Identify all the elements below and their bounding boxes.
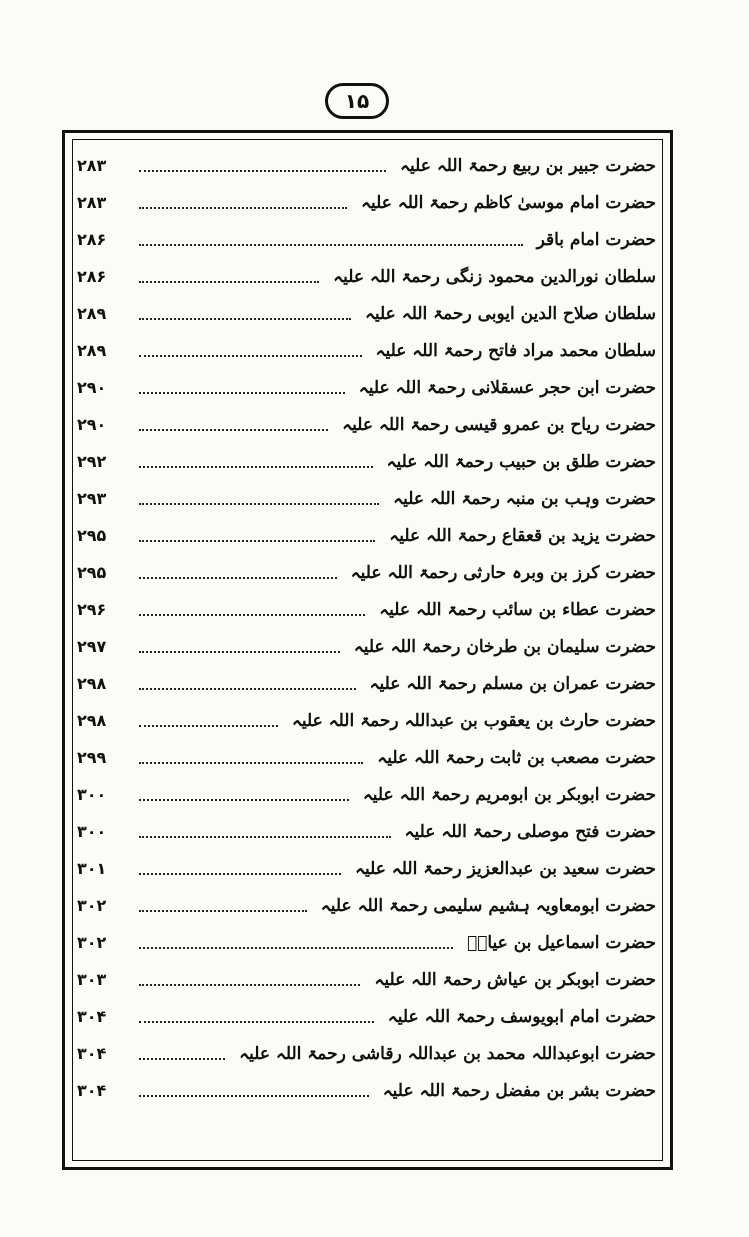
toc-entry-page: ۲۹۵ <box>77 563 107 582</box>
toc-entry-title: سلطان محمد مراد فاتح رحمۃ اللہ علیہ <box>375 341 656 361</box>
dot-leader <box>139 1095 369 1097</box>
toc-entry-title: حضرت سعید بن عبدالعزیز رحمۃ اللہ علیہ <box>355 859 656 879</box>
toc-entry-page: ۲۹۵ <box>77 526 107 545</box>
toc-entry-page: ۲۹۸ <box>77 674 107 693</box>
dot-leader <box>139 762 363 764</box>
toc-frame <box>62 130 673 1170</box>
toc-entry-title: حضرت کرز بن وبرہ حارثی رحمۃ اللہ علیہ <box>350 563 656 583</box>
toc-entry <box>77 924 656 961</box>
toc-entry <box>77 1035 656 1072</box>
dot-leader <box>139 799 349 801</box>
toc-entry-title: حضرت مصعب بن ثابت رحمۃ اللہ علیہ <box>377 748 656 768</box>
toc-entry-page: ۲۸۳ <box>77 193 107 212</box>
dot-leader <box>139 318 351 320</box>
toc-entry <box>77 702 656 739</box>
toc-entry-title: حضرت یزید بن قعقاع رحمۃ اللہ علیہ <box>389 526 656 546</box>
toc-entry-title: حضرت جبیر بن ربیع رحمۃ اللہ علیہ <box>400 156 656 176</box>
toc-entry-page: ۲۸۶ <box>77 230 107 249</box>
dot-leader <box>139 429 328 431</box>
dot-leader <box>139 688 356 690</box>
toc-entry <box>77 887 656 924</box>
toc-entry-title: حضرت ابوبکر بن ابومریم رحمۃ اللہ علیہ <box>362 785 656 805</box>
dot-leader <box>139 836 391 838</box>
toc-entry <box>77 258 656 295</box>
toc-entry <box>77 776 656 813</box>
toc-entry <box>77 739 656 776</box>
toc-entry <box>77 813 656 850</box>
toc-entry-page: ۳۰۰ <box>77 785 107 804</box>
toc-entry <box>77 480 656 517</box>
toc-entry-page: ۲۹۶ <box>77 600 107 619</box>
dot-leader <box>139 984 360 986</box>
page-number: ۱۵ <box>325 83 389 119</box>
toc-entry-page: ۲۸۳ <box>77 156 107 175</box>
dot-leader <box>139 392 345 394</box>
toc-entry-page: ۲۸۹ <box>77 341 107 360</box>
toc-entry <box>77 369 656 406</box>
toc-entry <box>77 961 656 998</box>
toc-entry-title: حضرت ابوعبداللہ محمد بن عبداللہ رقاشی رحمۃ اللہ علیہ <box>239 1044 656 1064</box>
toc-entry-title: حضرت ابوبکر بن عیاش رحمۃ اللہ علیہ <box>374 970 656 990</box>
toc-entry-title: حضرت طلق بن حبیب رحمۃ اللہ علیہ <box>386 452 656 472</box>
toc-entry-title: حضرت امام موسیٰ کاظم رحمۃ اللہ علیہ <box>361 193 656 213</box>
toc-entry-page: ۳۰۴ <box>77 1007 107 1026</box>
dot-leader <box>139 244 523 246</box>
toc-entry-page: ۳۰۴ <box>77 1044 107 1063</box>
toc-entry-title: حضرت ریاح بن عمرو قیسی رحمۃ اللہ علیہ <box>342 415 656 435</box>
toc-entry-page: ۳۰۴ <box>77 1081 107 1100</box>
toc-entry <box>77 406 656 443</box>
dot-leader <box>139 947 453 949</box>
toc-entry-title: حضرت حارث بن یعقوب بن عبداللہ رحمۃ اللہ علیہ <box>291 711 656 731</box>
toc-entry-title: حضرت ابن حجر عسقلانی رحمۃ اللہ علیہ <box>358 378 656 398</box>
toc-entry <box>77 517 656 554</box>
toc-entry-page: ۲۹۷ <box>77 637 107 656</box>
toc-entry <box>77 295 656 332</box>
dot-leader <box>139 651 340 653</box>
toc-entry-page: ۳۰۲ <box>77 896 107 915</box>
dot-leader <box>139 725 278 727</box>
toc-entry <box>77 628 656 665</box>
dot-leader <box>139 281 319 283</box>
toc-entry-page: ۲۸۶ <box>77 267 107 286</box>
toc-entry-title: سلطان صلاح الدین ایوبی رحمۃ اللہ علیہ <box>364 304 656 324</box>
toc-entry-title: حضرت ابومعاویہ ہشیم سلیمی رحمۃ اللہ علیہ <box>320 896 656 916</box>
dot-leader <box>139 207 347 209</box>
toc-entry-title: حضرت بشر بن مفضل رحمۃ اللہ علیہ <box>382 1081 656 1101</box>
toc-entry <box>77 1072 656 1109</box>
dot-leader <box>139 355 362 357</box>
toc-entry-page: ۳۰۱ <box>77 859 107 878</box>
toc-entry-page: ۳۰۳ <box>77 970 107 989</box>
toc-entry <box>77 665 656 702</box>
dot-leader <box>139 873 341 875</box>
toc-entry-page: ۳۰۰ <box>77 822 107 841</box>
toc-entry-page: ۳۰۲ <box>77 933 107 952</box>
toc-entry-page: ۲۹۲ <box>77 452 107 471</box>
toc-entry <box>77 221 656 258</box>
toc-entry <box>77 443 656 480</box>
toc-entry-title: حضرت اسماعیل بن عیاشؒ <box>466 932 656 953</box>
toc-entry-page: ۲۹۹ <box>77 748 107 767</box>
toc-entry-page: ۲۹۸ <box>77 711 107 730</box>
dot-leader <box>139 1058 225 1060</box>
dot-leader <box>139 170 386 172</box>
toc-list <box>77 147 656 1109</box>
toc-entry <box>77 850 656 887</box>
dot-leader <box>139 1021 374 1023</box>
toc-entry <box>77 591 656 628</box>
dot-leader <box>139 466 373 468</box>
dot-leader <box>139 540 375 542</box>
toc-entry-page: ۲۹۰ <box>77 378 107 397</box>
toc-entry-title: حضرت عطاء بن سائب رحمۃ اللہ علیہ <box>379 600 656 620</box>
dot-leader <box>139 910 307 912</box>
toc-entry <box>77 184 656 221</box>
toc-entry-page: ۲۹۳ <box>77 489 107 508</box>
toc-entry <box>77 147 656 184</box>
toc-entry-page: ۲۹۰ <box>77 415 107 434</box>
toc-entry-title: سلطان نورالدین محمود زنگی رحمۃ اللہ علیہ <box>333 267 656 287</box>
toc-entry-page: ۲۸۹ <box>77 304 107 323</box>
toc-entry-title: حضرت امام باقر <box>536 229 656 250</box>
toc-entry <box>77 332 656 369</box>
toc-entry <box>77 554 656 591</box>
toc-entry-title: حضرت وہب بن منبہ رحمۃ اللہ علیہ <box>393 489 656 509</box>
toc-entry-title: حضرت عمران بن مسلم رحمۃ اللہ علیہ <box>369 674 656 694</box>
toc-entry-title: حضرت سلیمان بن طرخان رحمۃ اللہ علیہ <box>353 637 656 657</box>
dot-leader <box>139 577 337 579</box>
dot-leader <box>139 503 379 505</box>
dot-leader <box>139 614 365 616</box>
toc-entry <box>77 998 656 1035</box>
toc-entry-title: حضرت فتح موصلی رحمۃ اللہ علیہ <box>404 822 656 842</box>
toc-entry-title: حضرت امام ابویوسف رحمۃ اللہ علیہ <box>387 1007 656 1027</box>
